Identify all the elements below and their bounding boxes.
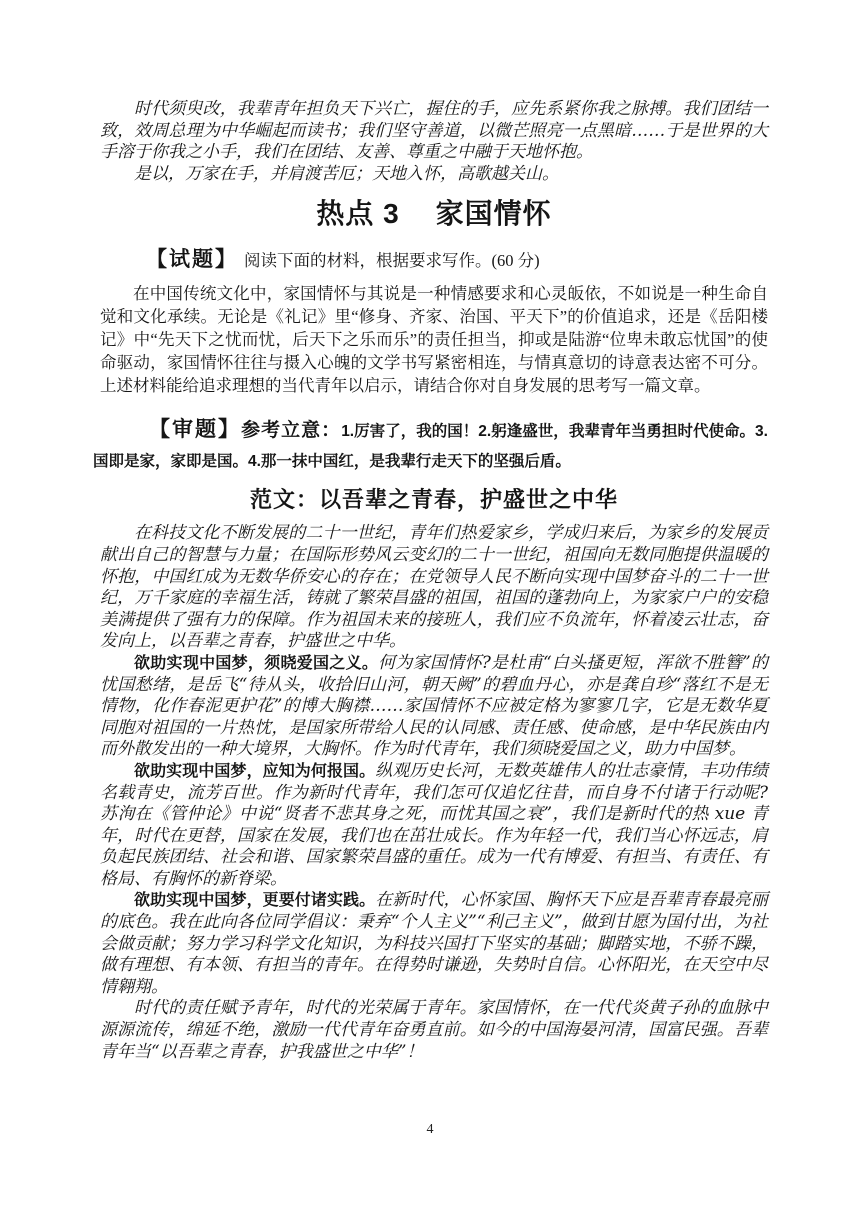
essay-paragraph-5-text: 时代的责任赋予青年，时代的光荣属于青年。家国情怀，在一代代炎黄子孙的血脉中源源流传，绵延不绝，激励一代代青年奋勇直前。如今的中国海晏河清，国富民强。吾辈青年当“以吾辈之青春，护我盛世之中华”！ — [100, 998, 768, 1062]
question-line — [100, 246, 768, 275]
essay-paragraph-2-lead: 欲助实现中国梦，须晓爱国之义。 — [134, 654, 379, 672]
hotspot-title-number: 热点 3 — [316, 198, 400, 230]
page-content — [93, 99, 768, 1063]
question-instruction: 阅读下面的材料，根据要求写作。(60 分) — [244, 251, 540, 271]
hotspot-title — [100, 197, 768, 231]
essay-paragraph-4-text: 在新时代，心怀家国、胸怀天下应是吾辈青春最亮丽的底色。我在此向各位同学倡议：秉弃“个人主义”“利己主义”，做到甘愿为国付出，为社会做贡献；努力学习科学文化知识，为科技兴国打下坚实的基础；脚踏实地，不骄不躁，做有理想、有本领、有担当的青年。在得势时谦逊，失势时自信。心怀阳光，在天空中尽情翱翔。 — [100, 890, 768, 997]
prelude-section — [100, 99, 768, 185]
analysis-points: 1.厉害了，我的国！2.躬逢盛世，我辈青年当勇担时代使命。3.国即是家，家即是国。4.那一抹中国红，是我辈行走天下的坚强后盾。 — [93, 423, 768, 471]
prelude-paragraph-2: 是以，万家在手，并肩渡苦厄；天地入怀，高歌越关山。 — [134, 163, 559, 184]
essay-paragraph-2-text: 何为家国情怀?是杜甫“白头搔更短，浑欲不胜簪”的忧国愁绪，是岳飞“待从头，收拾旧山河，朝天阙”的碧血丹心，亦是龚自珍“落红不是无情物，化作春泥更护花”的博大胸襟……家国情怀不应被定格为寥寥几字，它是无数华夏同胞对祖国的一片热忱，是国家所带给人民的认同感、责任感、使命感，是中华民族由内而外散发出的一种大境界，大胸怀。作为时代青年，我们须晓爱国之义，助力中国梦。 — [100, 652, 768, 760]
analysis-lead: 参考立意： — [241, 420, 342, 442]
essay-paragraph-2 — [100, 653, 768, 761]
essay-paragraph-3-lead: 欲助实现中国梦，应知为何报国。 — [134, 762, 376, 780]
analysis-label: 【审题】 — [149, 418, 242, 442]
question-material: 在中国传统文化中，家国情怀与其说是一种情感要求和心灵皈依，不如说是一种生命自觉和文化承续。无论是《礼记》里“修身、齐家、治国、平天下”的价值追求，还是《岳阳楼记》中“先天下之忧而忧，后天下之乐而乐”的责任担当，抑或是陆游“位卑未敢忘忧国”的使命驱动，家国情怀往往与摄入心魄的文学书写紧密相连，与情真意切的诗意表达密不可分。上述材料能给追求理想的当代青年以启示，请结合你对自身发展的思考写一篇文章。 — [100, 284, 768, 396]
essay-paragraph-3-text: 纵观历史长河，无数英雄伟人的壮志豪情，丰功伟绩名载青史，流芳百世。作为新时代青年，我们怎可仅追忆往昔，而自身不付诸于行动呢?苏洵在《管仲论》中说“贤者不悲其身之死，而忧其国之衰”，我们是新时代的热 xue 青年，时代在更替，国家在发展，我们也在茁壮成长。作为年轻一代，我们当心怀远志，肩负起民族团结、社会和谐、国家繁荣昌盛的重任。成为一代有博爱、有担当、有责任、有格局、有胸怀的新脊梁。 — [100, 760, 768, 889]
essay-paragraph-4 — [100, 890, 768, 998]
model-essay-body — [100, 523, 768, 1063]
analysis-section — [93, 415, 768, 477]
essay-paragraph-4-lead: 欲助实现中国梦，更要付诸实践。 — [134, 892, 376, 910]
essay-paragraph-1 — [100, 523, 768, 653]
hotspot-title-text: 家国情怀 — [435, 198, 552, 230]
model-essay-heading: 范文：以吾辈之青春，护盛世之中华 — [249, 487, 618, 513]
prelude-paragraph-1: 时代须臾改，我辈青年担负天下兴亡，握住的手，应先系紧你我之脉搏。我们团结一致，效周总理为中华崛起而读书；我们坚守善道，以微芒照亮一点黑暗……于是世界的大手溶于你我之小手，我们在团结、友善、尊重之中融于天地怀抱。 — [100, 99, 768, 163]
essay-paragraph-5 — [100, 998, 768, 1063]
question-label: 【试题】 — [146, 248, 238, 272]
page-number: 4 — [426, 1122, 434, 1137]
essay-paragraph-3 — [100, 761, 768, 891]
essay-paragraph-1-text: 在科技文化不断发展的二十一世纪，青年们热爱家乡，学成归来后，为家乡的发展贡献出自己的智慧与力量；在国际形势风云变幻的二十一世纪，祖国向无数同胞提供温暖的怀抱，中国红成为无数华侨安心的存在；在党领导人民不断向实现中国梦奋斗的二十一世纪，万千家庭的幸福生活，铸就了繁荣昌盛的祖国，祖国的蓬勃向上，为家家户户的安稳美满提供了强有力的保障。作为祖国未来的接班人，我们应不负流年，怀着凌云壮志，奋发向上，以吾辈之青春，护盛世之中华。 — [100, 523, 768, 652]
